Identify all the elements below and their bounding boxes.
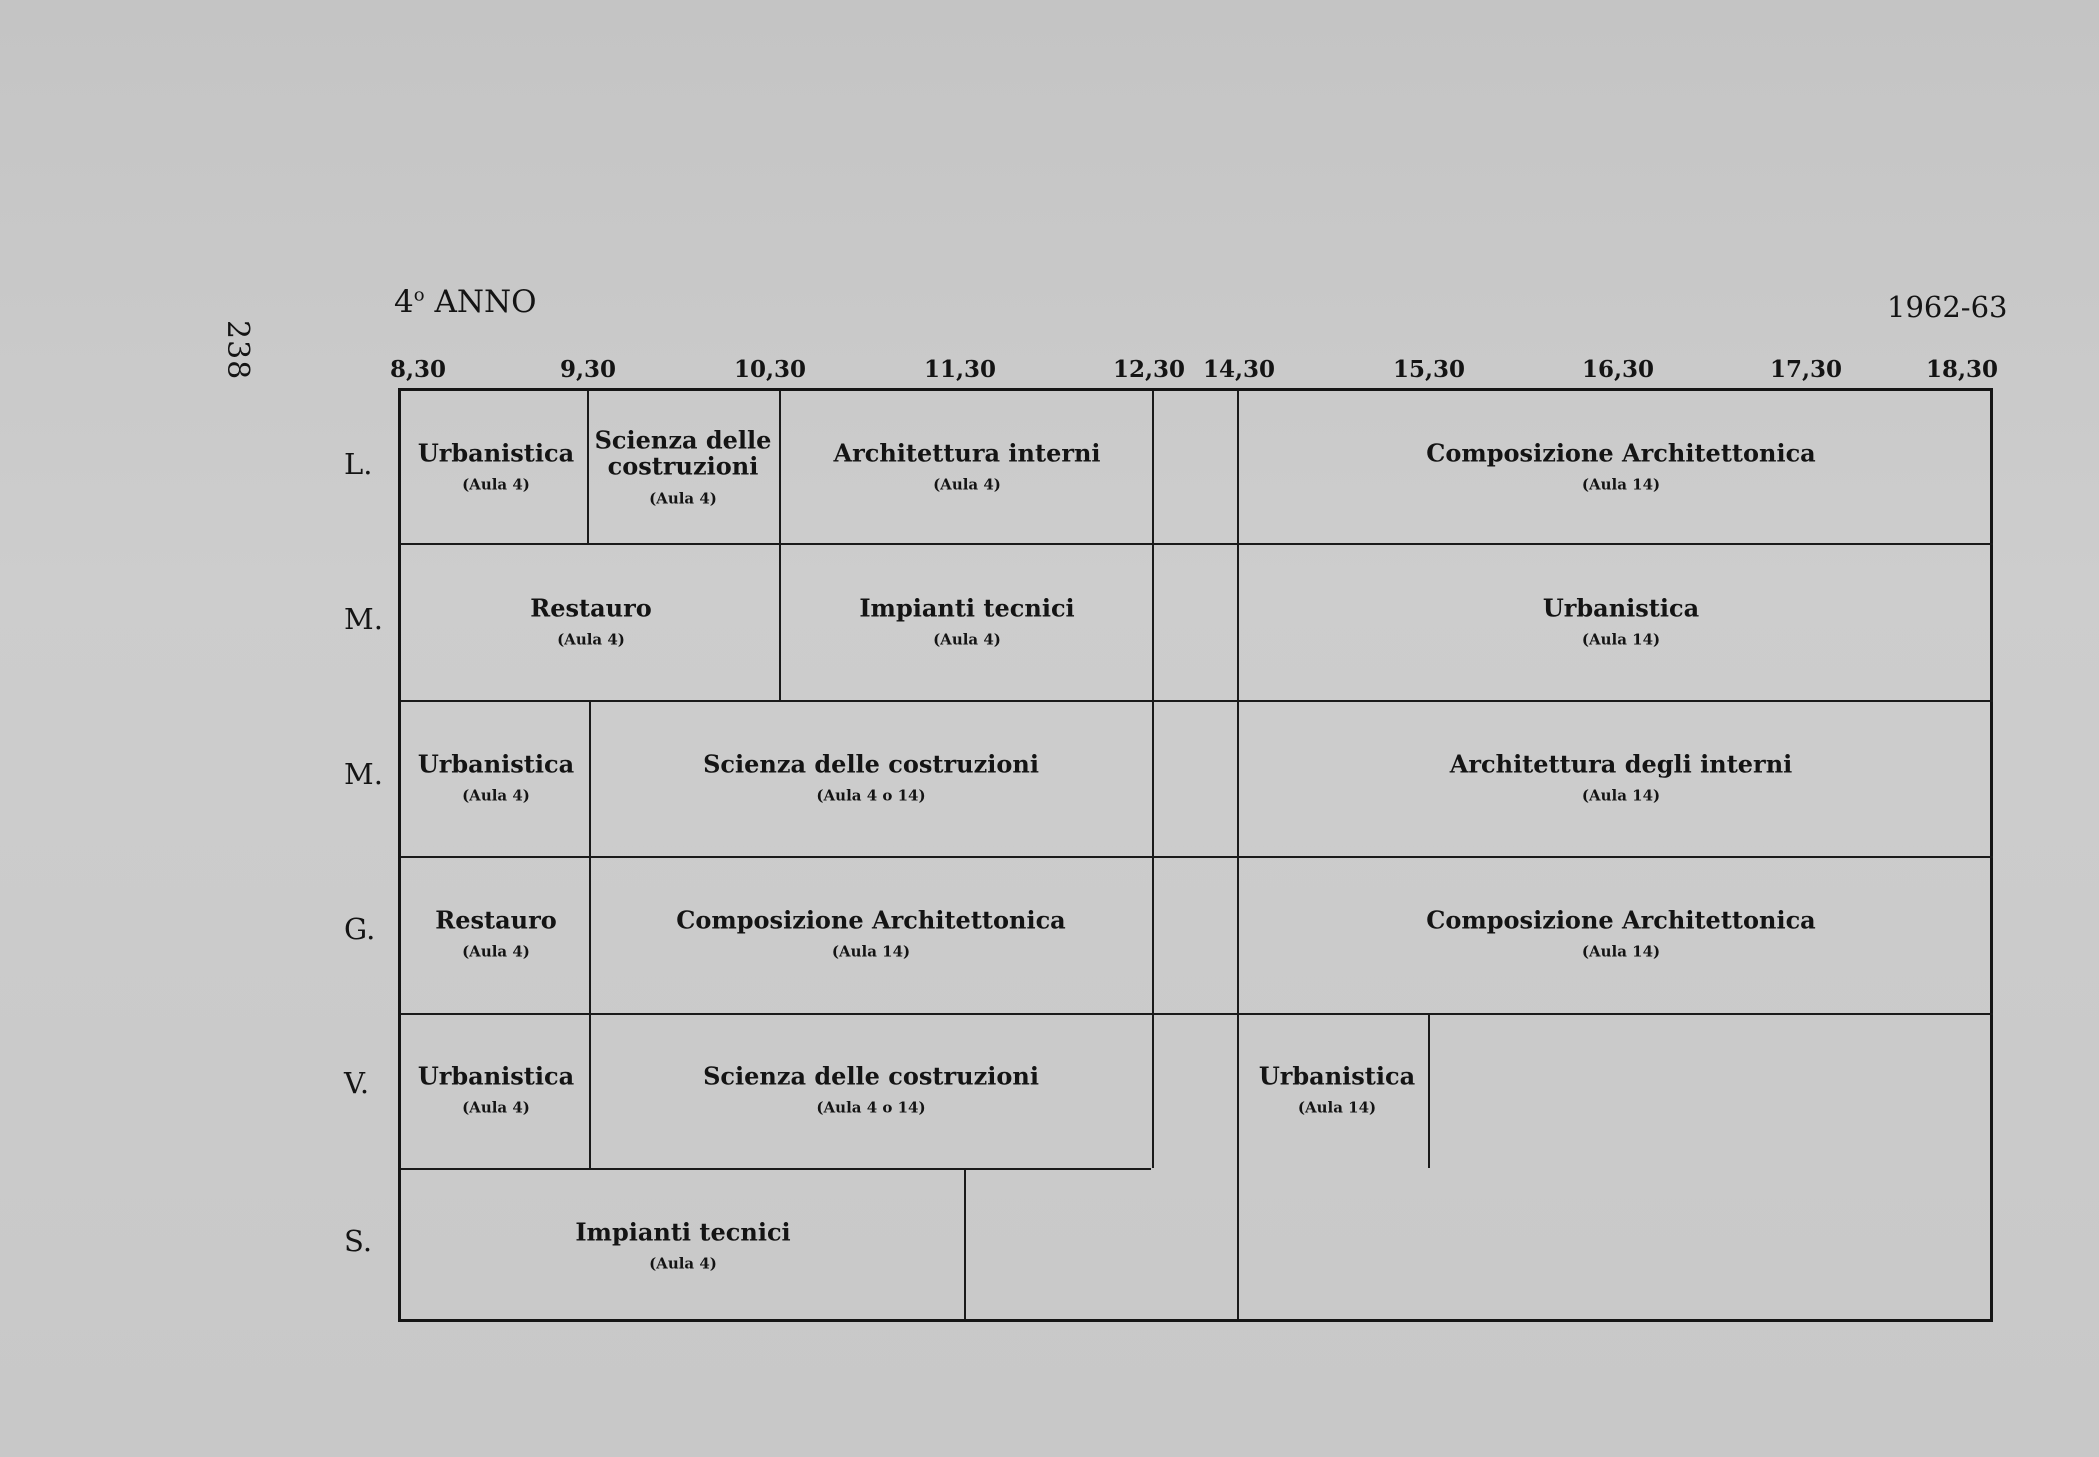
day-label: M. [344, 757, 383, 791]
time-label: 10,30 [733, 356, 807, 383]
room-label: (Aula 4) [649, 1254, 717, 1273]
subject-name: Urbanistica [417, 438, 575, 468]
room-label: (Aula 4) [557, 630, 625, 649]
lesson-cell [530, 593, 652, 649]
anno-word: ANNO [434, 284, 537, 320]
room-label: (Aula 14) [1297, 1098, 1377, 1117]
lesson-cell [703, 749, 1039, 805]
cell-divider [779, 391, 781, 543]
anno-number: 4 [394, 284, 414, 320]
lesson-cell [676, 905, 1066, 961]
academic-year: 1962-63 [1887, 290, 2008, 324]
room-label: (Aula 4) [462, 942, 530, 961]
subject-name: Impianti tecnici [575, 1217, 791, 1247]
room-label: (Aula 14) [1581, 630, 1661, 649]
lesson-cell [417, 438, 575, 494]
subject-name: Scienza delle costruzioni [703, 749, 1039, 779]
page-number: 238 [220, 320, 255, 381]
row-separator [401, 856, 1993, 858]
subject-name: Composizione Architettonica [676, 905, 1066, 935]
row-separator [401, 700, 1993, 702]
cell-divider [589, 1013, 591, 1168]
day-label: V. [344, 1066, 370, 1100]
lesson-cell [833, 438, 1101, 494]
day-label: G. [344, 912, 376, 946]
room-label: (Aula 4) [933, 475, 1001, 494]
time-label: 11,30 [923, 356, 997, 383]
time-label: 18,30 [1925, 356, 1999, 383]
lesson-cell [1258, 1061, 1416, 1117]
room-label: (Aula 4 o 14) [816, 1098, 926, 1117]
subject-name: Urbanistica [417, 749, 575, 779]
time-label: 16,30 [1581, 356, 1655, 383]
lesson-cell [575, 1217, 791, 1273]
room-label: (Aula 14) [1581, 786, 1661, 805]
lesson-cell [435, 905, 557, 961]
year-of-study [394, 284, 537, 320]
day-label: M. [344, 602, 383, 636]
room-label: (Aula 4 o 14) [816, 786, 926, 805]
lesson-cell [1449, 749, 1793, 805]
subject-name: costruzioni [607, 451, 759, 481]
subject-name: Architettura degli interni [1449, 749, 1793, 779]
subject-name: Impianti tecnici [859, 593, 1075, 623]
cell-divider [589, 856, 591, 1013]
subject-name: Restauro [435, 905, 557, 935]
room-label: (Aula 14) [1581, 475, 1661, 494]
lesson-cell [1542, 593, 1700, 649]
lesson-cell [703, 1061, 1039, 1117]
lesson-cell [417, 1061, 575, 1117]
cell-divider [1428, 1013, 1430, 1168]
room-label: (Aula 14) [1581, 942, 1661, 961]
time-label: 8,30 [389, 356, 447, 383]
room-label: (Aula 4) [462, 475, 530, 494]
subject-name: Urbanistica [1258, 1061, 1416, 1091]
room-label: (Aula 4) [933, 630, 1001, 649]
lunch-line [1152, 391, 1154, 1168]
row-separator [401, 1168, 1151, 1170]
room-label: (Aula 4) [462, 786, 530, 805]
time-label: 12,30 [1112, 356, 1186, 383]
subject-name: Composizione Architettonica [1426, 905, 1816, 935]
subject-name: Restauro [530, 593, 652, 623]
cell-divider [587, 391, 589, 543]
row-separator [401, 543, 1993, 545]
time-label: 15,30 [1392, 356, 1466, 383]
time-label: 17,30 [1769, 356, 1843, 383]
cell-divider [589, 700, 591, 856]
day-label: S. [344, 1224, 373, 1258]
time-label: 9,30 [559, 356, 617, 383]
day-label: L. [344, 447, 373, 481]
subject-name: Urbanistica [417, 1061, 575, 1091]
lesson-cell [1426, 438, 1816, 494]
subject-name: Scienza delle [594, 425, 772, 455]
cell-divider [964, 1168, 966, 1319]
lunch-line [1237, 391, 1239, 1319]
timetable [398, 388, 1993, 1322]
subject-name: Architettura interni [833, 438, 1101, 468]
cell-divider [779, 543, 781, 700]
room-label: (Aula 4) [462, 1098, 530, 1117]
room-label: (Aula 14) [831, 942, 911, 961]
time-label: 14,30 [1202, 356, 1276, 383]
subject-name: Scienza delle costruzioni [703, 1061, 1039, 1091]
lesson-cell [1426, 905, 1816, 961]
room-label: (Aula 4) [649, 489, 717, 508]
lesson-cell [595, 427, 772, 506]
anno-ordinal: o [413, 284, 425, 306]
subject-name: Composizione Architettonica [1426, 438, 1816, 468]
subject-name: Urbanistica [1542, 593, 1700, 623]
lesson-cell [859, 593, 1075, 649]
row-separator [401, 1013, 1993, 1015]
lesson-cell [417, 749, 575, 805]
